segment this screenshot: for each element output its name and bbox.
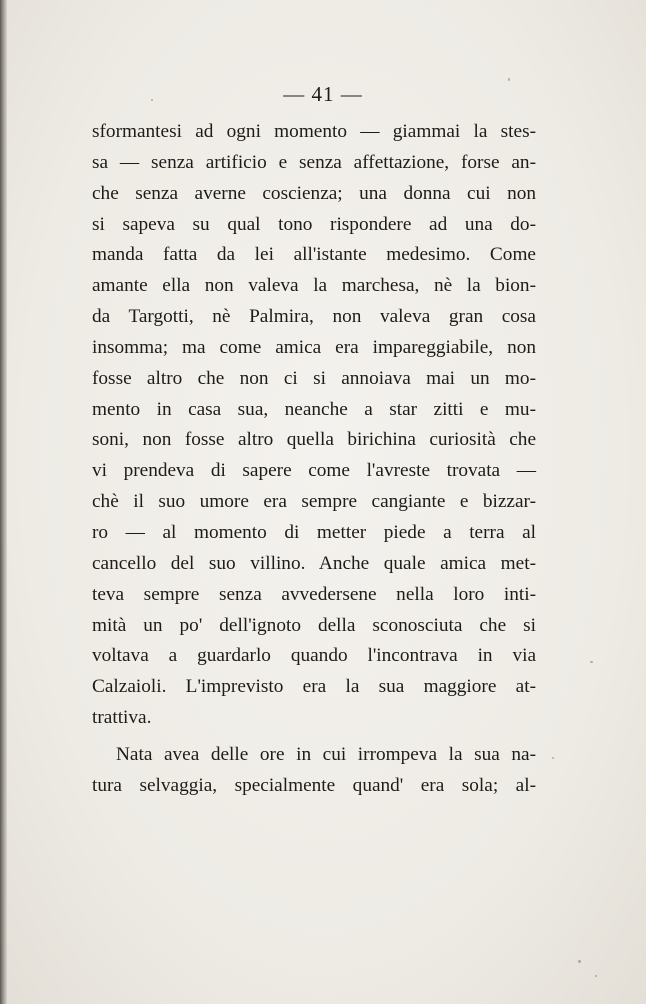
paper-speck: [508, 78, 510, 81]
text-line: sa — senza artificio e senza affettazione, forse an-: [92, 151, 536, 173]
text-line: cancello del suo villino. Anche quale amica met-: [92, 552, 536, 574]
text-line: manda fatta da lei all'istante medesimo. Come: [92, 244, 536, 266]
paragraph-1: [92, 117, 536, 734]
text-line: vi prendeva di sapere come l'avreste trovata —: [92, 460, 536, 482]
text-line: che senza averne coscienza; una donna cui non: [92, 182, 536, 204]
text-line: chè il suo umore era sempre cangiante e bizzar-: [92, 491, 536, 513]
text-line: da Targotti, nè Palmira, non valeva gran cosa: [92, 306, 536, 328]
text-line: si sapeva su qual tono rispondere ad una do-: [92, 213, 536, 235]
paper-speck: [578, 960, 581, 963]
text-line: teva sempre senza avvedersene nella loro inti-: [92, 583, 536, 605]
text-line: Nata avea delle ore in cui irrompeva la sua na-: [116, 743, 536, 765]
paper-speck: [552, 757, 554, 759]
body-text: [92, 117, 536, 802]
text-line: ro — al momento di metter piede a terra al: [92, 521, 536, 543]
text-line: fosse altro che non ci si annoiava mai un mo-: [92, 367, 536, 389]
text-line: mento in casa sua, neanche a star zitti e mu-: [92, 398, 536, 420]
page-number: — 41 —: [283, 82, 363, 106]
text-line: mità un po' dell'ignoto della sconosciuta che si: [92, 614, 536, 636]
paper-speck: [590, 661, 593, 663]
text-line: amante ella non valeva la marchesa, nè la bion-: [92, 275, 536, 297]
text-line: trattiva.: [92, 707, 152, 729]
text-line: voltava a guardarlo quando l'incontrava in via: [92, 645, 536, 667]
page-binding-edge: [0, 0, 7, 1004]
paper-speck: [151, 99, 153, 101]
paper-speck: [595, 975, 597, 977]
paragraph-2: [92, 740, 536, 802]
text-line: insomma; ma come amica era impareggiabile, non: [92, 336, 536, 358]
text-line: sformantesi ad ogni momento — giammai la stes-: [92, 121, 536, 142]
text-line: Calzaioli. L'imprevisto era la sua maggiore at-: [92, 676, 536, 698]
text-line: tura selvaggia, specialmente quand' era sola; al-: [92, 774, 536, 796]
text-line: soni, non fosse altro quella birichina curiosità che: [92, 429, 536, 451]
